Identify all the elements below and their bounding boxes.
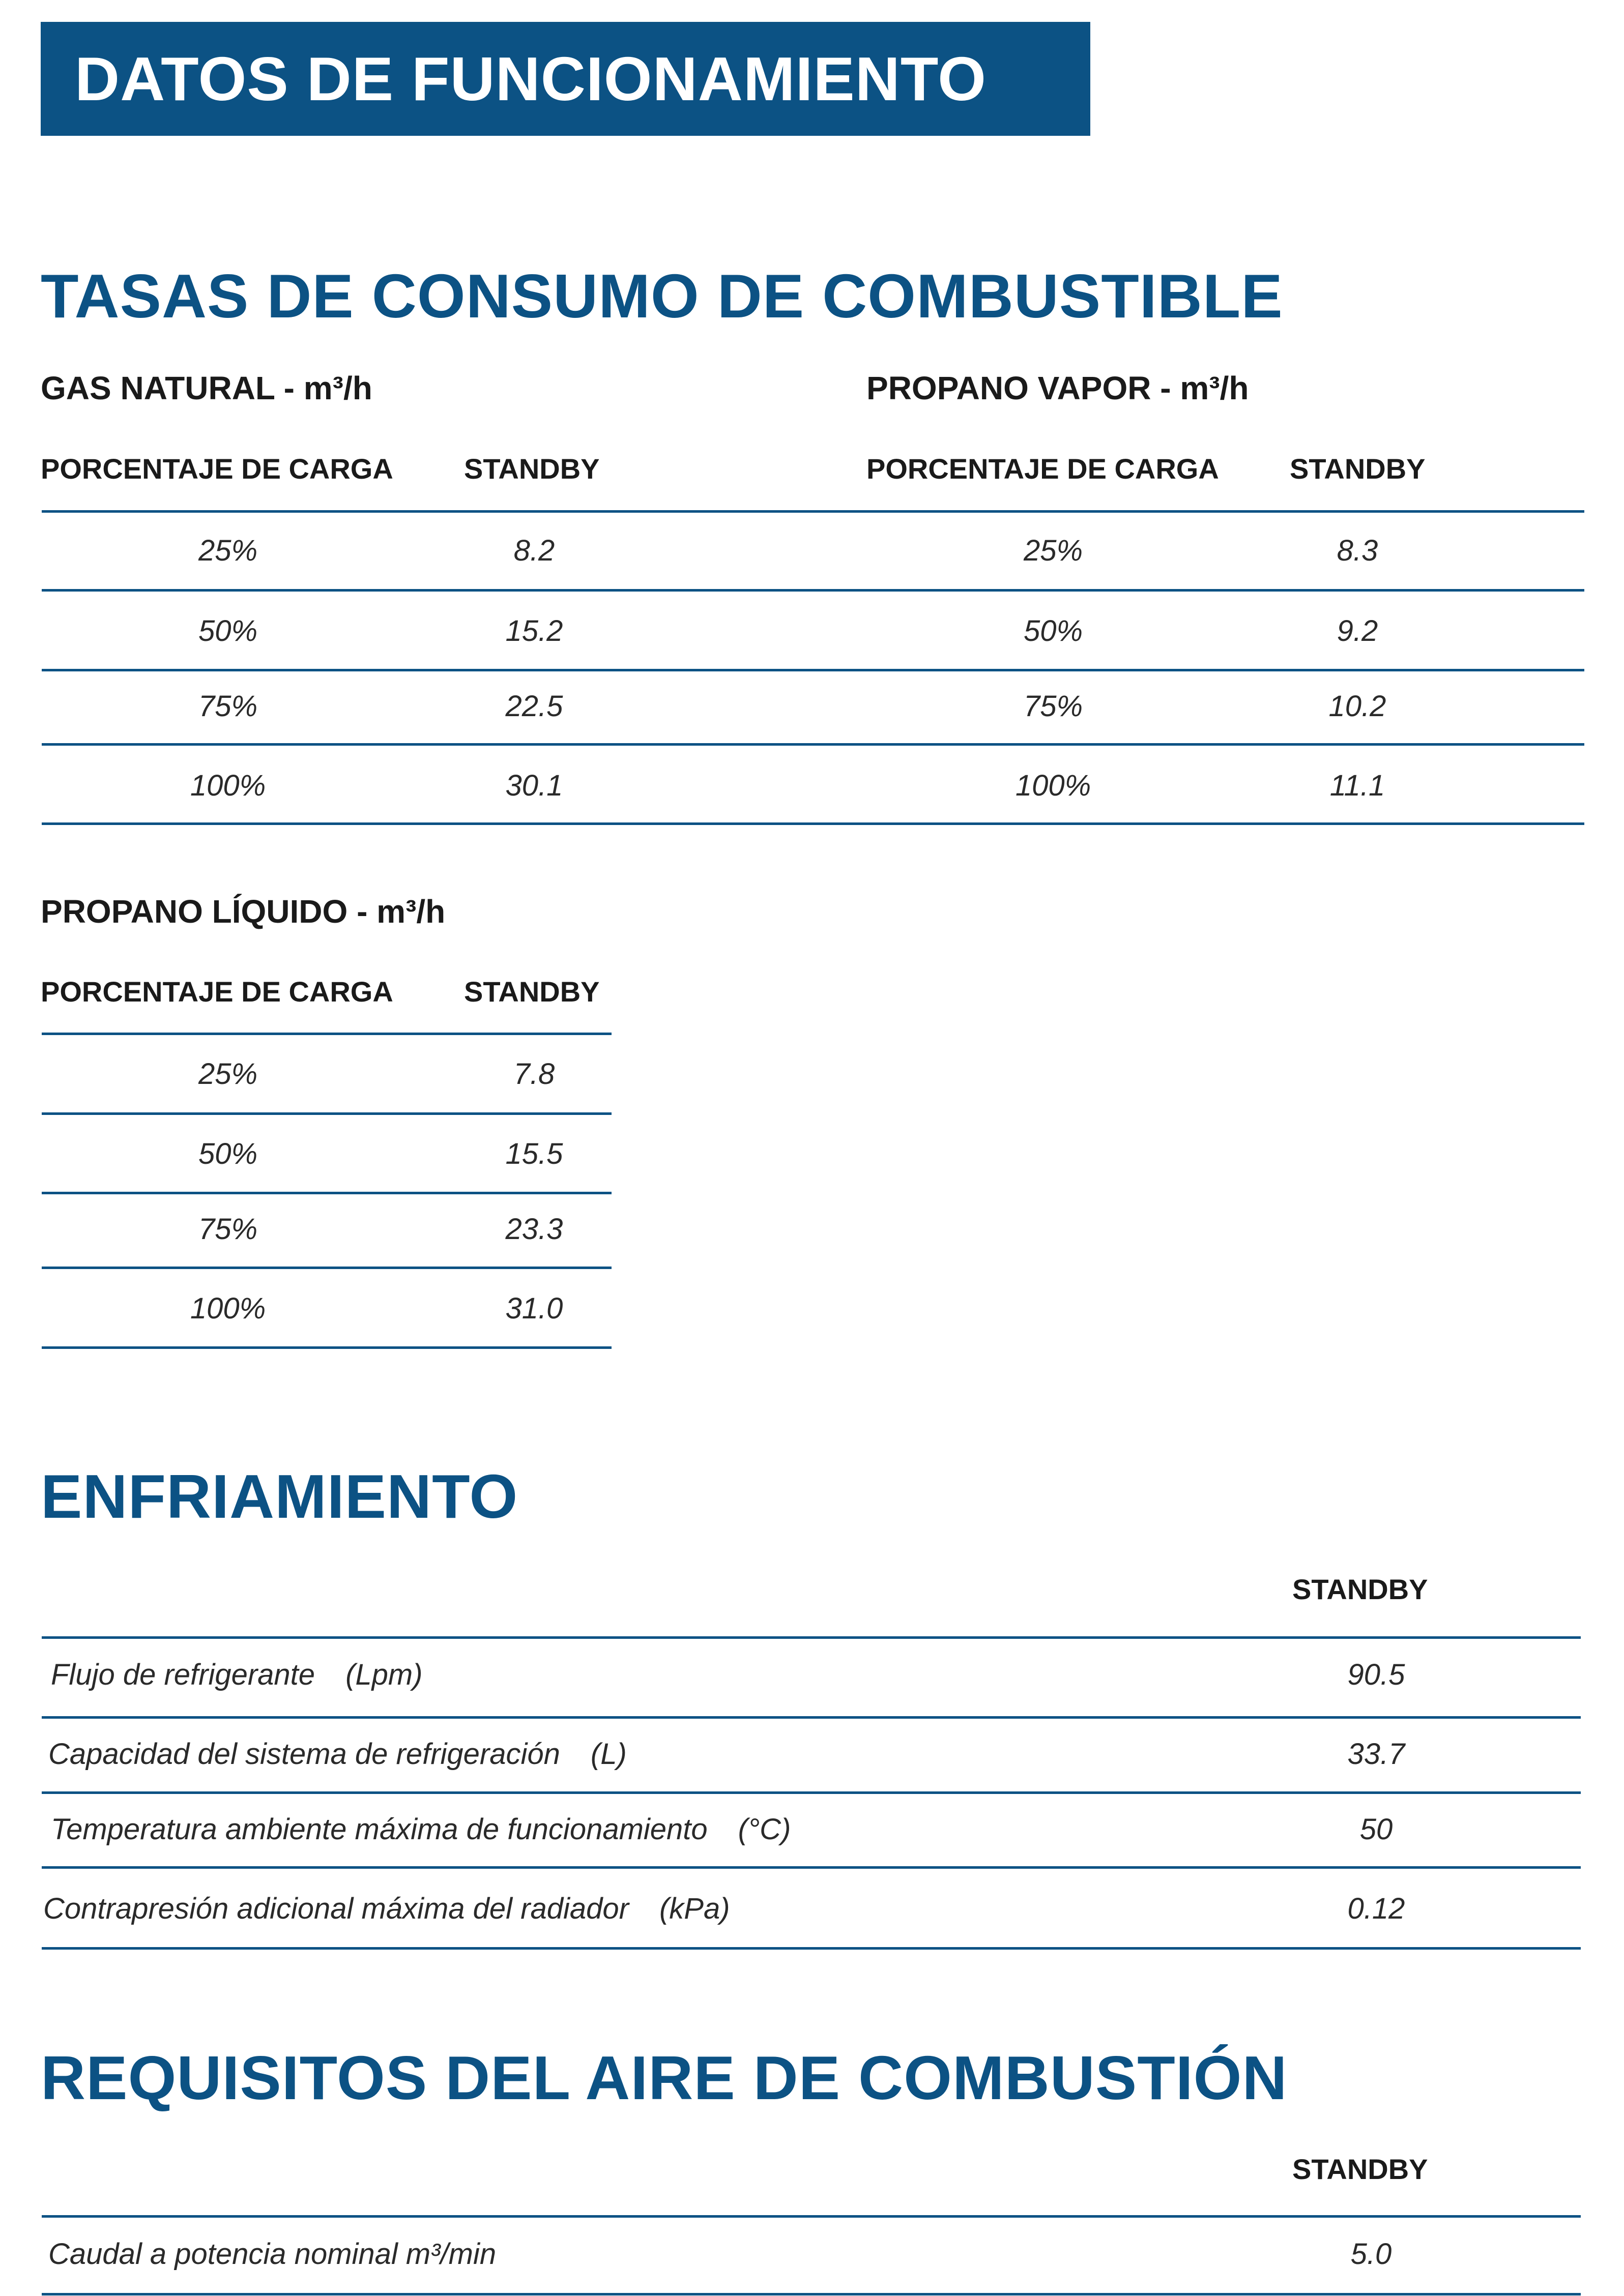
table-divider — [42, 669, 1077, 671]
cell-load: 25% — [198, 534, 258, 567]
table-divider — [42, 1716, 1581, 1719]
header-standby: STANDBY — [1290, 453, 1426, 485]
cell-load: 50% — [1023, 614, 1083, 647]
cooling-row-label: Contrapresión adicional máxima del radiador (kPa) — [43, 1892, 730, 1925]
table-divider — [42, 1636, 1581, 1639]
cell-value: 10.2 — [1328, 690, 1386, 723]
table-divider — [1077, 510, 1584, 513]
table-divider — [42, 743, 1077, 746]
table-title: PROPANO LÍQUIDO - m³/h — [41, 893, 446, 930]
air-row-label: Caudal a potencia nominal m³/min — [48, 2238, 497, 2271]
header-standby: STANDBY — [1292, 2153, 1428, 2185]
table-divider — [42, 1267, 612, 1269]
cooling-row-label: Flujo de refrigerante (Lpm) — [51, 1658, 423, 1691]
table-divider — [42, 2293, 1581, 2295]
cell-value: 22.5 — [505, 690, 563, 723]
table-divider — [1077, 669, 1584, 671]
table-divider — [1077, 743, 1584, 746]
cooling-row-label: Temperatura ambiente máxima de funcionamiento (°C) — [51, 1813, 791, 1846]
table-divider — [1077, 822, 1584, 825]
cell-value: 50 — [1359, 1813, 1393, 1846]
cell-load: 75% — [1023, 690, 1083, 723]
table-divider — [42, 1791, 1581, 1794]
cell-load: 100% — [1015, 769, 1091, 802]
cell-value: 33.7 — [1347, 1738, 1405, 1771]
section-title-cooling: ENFRIAMIENTO — [41, 1462, 518, 1531]
table-divider — [42, 589, 1077, 592]
cell-load: 75% — [198, 1213, 258, 1246]
header-standby: STANDBY — [1292, 1573, 1428, 1605]
table-divider — [42, 1346, 612, 1349]
cell-load: 50% — [198, 614, 258, 647]
cell-value: 90.5 — [1347, 1658, 1405, 1691]
table-divider — [42, 510, 1077, 513]
cell-value: 11.1 — [1329, 769, 1385, 802]
cell-value: 15.5 — [505, 1137, 563, 1170]
cell-value: 7.8 — [513, 1057, 555, 1091]
header-load: PORCENTAJE DE CARGA — [866, 453, 1219, 485]
cooling-row-label: Capacidad del sistema de refrigeración (L) — [48, 1738, 627, 1771]
table-divider — [42, 1947, 1581, 1950]
cell-load: 100% — [190, 769, 266, 802]
table-divider — [42, 1033, 612, 1035]
cell-value: 31.0 — [505, 1292, 563, 1325]
table-divider — [42, 1866, 1581, 1869]
page-banner: DATOS DE FUNCIONAMIENTO — [41, 22, 1090, 136]
table-divider — [1077, 589, 1584, 592]
cell-value: 23.3 — [505, 1213, 563, 1246]
cell-value: 8.3 — [1337, 534, 1378, 567]
section-title-fuel: TASAS DE CONSUMO DE COMBUSTIBLE — [41, 261, 1283, 331]
table-divider — [42, 2215, 1581, 2218]
cell-load: 50% — [198, 1137, 258, 1170]
table-title: PROPANO VAPOR - m³/h — [866, 370, 1249, 406]
table-title: GAS NATURAL - m³/h — [41, 370, 372, 406]
cell-value: 8.2 — [513, 534, 555, 567]
header-load: PORCENTAJE DE CARGA — [41, 976, 393, 1008]
cell-value: 9.2 — [1337, 614, 1378, 647]
table-divider — [42, 1192, 612, 1194]
cell-value: 30.1 — [505, 769, 563, 802]
section-title-air: REQUISITOS DEL AIRE DE COMBUSTIÓN — [41, 2043, 1288, 2112]
table-divider — [42, 822, 1077, 825]
header-standby: STANDBY — [464, 976, 600, 1008]
table-divider — [42, 1112, 612, 1115]
cell-value: 0.12 — [1347, 1892, 1405, 1925]
header-standby: STANDBY — [464, 453, 600, 485]
cell-value: 5.0 — [1350, 2238, 1392, 2271]
header-load: PORCENTAJE DE CARGA — [41, 453, 393, 485]
cell-load: 25% — [1023, 534, 1083, 567]
cell-load: 100% — [190, 1292, 266, 1325]
cell-load: 25% — [198, 1057, 258, 1091]
cell-load: 75% — [198, 690, 258, 723]
cell-value: 15.2 — [505, 614, 563, 647]
